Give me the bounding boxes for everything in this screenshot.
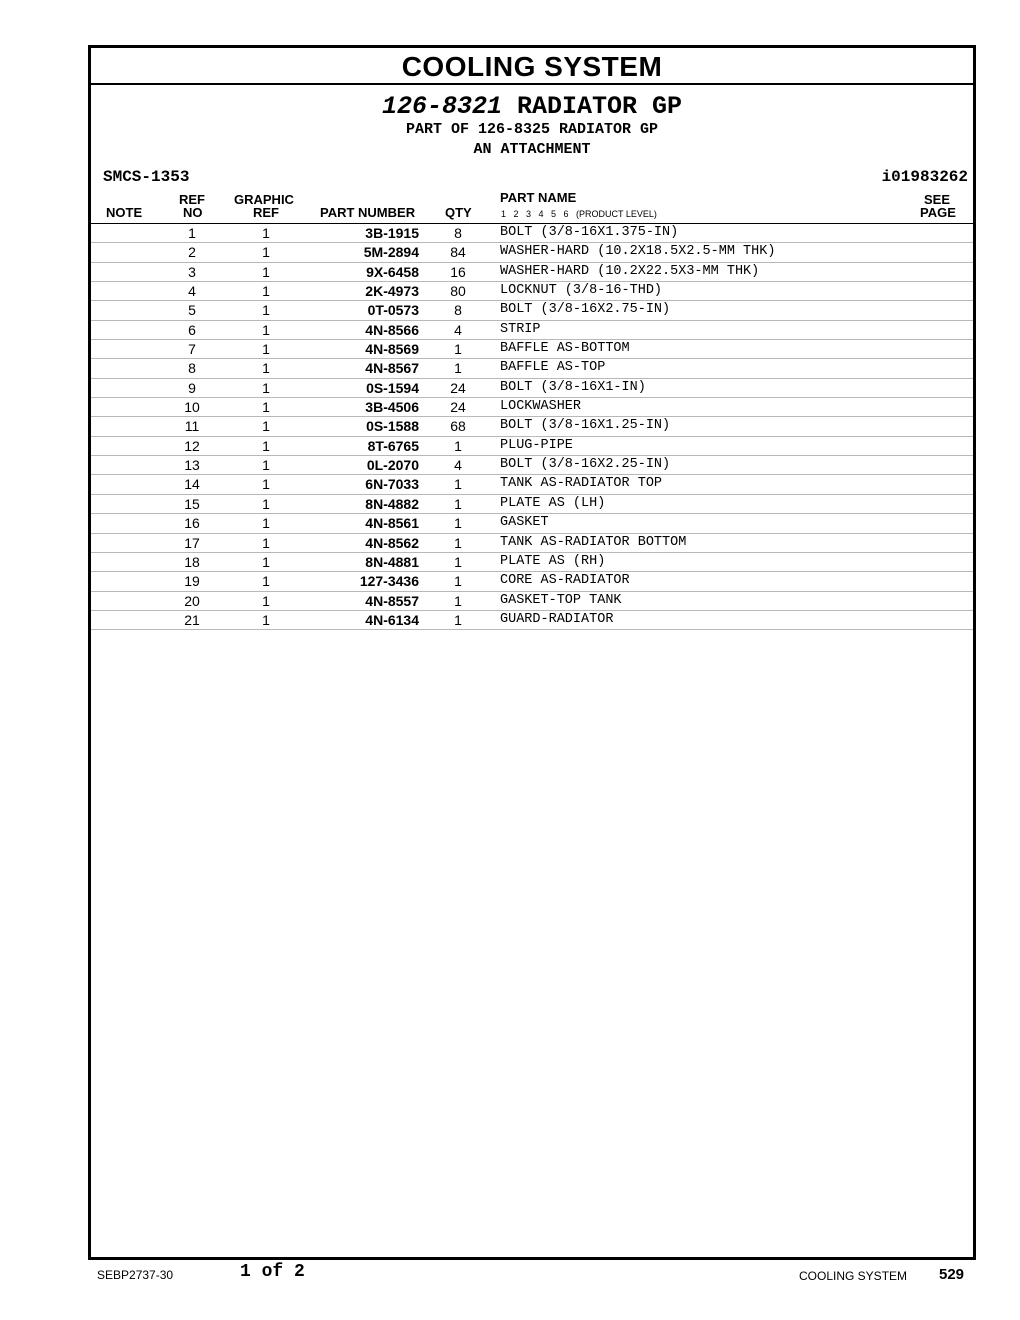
table-row [91,379,973,398]
cell-part-name: TANK AS-RADIATOR BOTTOM [500,534,687,550]
cell-graphic-ref: 1 [262,534,270,551]
cell-ref-no: 4 [188,283,196,300]
cell-qty: 1 [454,437,462,454]
col-ref-bottom: NO [183,205,203,220]
table-row [91,243,973,262]
cell-ref-no: 21 [184,611,200,628]
cell-qty: 1 [454,476,462,493]
table-row [91,398,973,417]
cell-graphic-ref: 1 [262,457,270,474]
cell-part-name: LOCKNUT (3/8-16-THD) [500,283,663,299]
cell-part-number: 4N-8566 [365,321,419,338]
cell-part-name: STRIP [500,321,541,337]
table-row [91,321,973,340]
cell-graphic-ref: 1 [262,437,270,454]
table-row [91,475,973,494]
cell-ref-no: 7 [188,341,196,358]
cell-qty: 1 [454,495,462,512]
cell-qty: 1 [454,341,462,358]
col-see-top: SEE [924,192,951,207]
cell-part-number: 8N-4881 [365,553,419,570]
cell-graphic-ref: 1 [262,573,270,590]
cell-graphic-ref: 1 [262,611,270,628]
group-header [91,85,973,186]
cell-ref-no: 2 [188,244,196,261]
cell-qty: 68 [450,418,466,435]
table-row [91,611,973,630]
col-qty: QTY [445,205,472,220]
col-graphic-bottom: REF [253,205,279,220]
cell-part-number: 8N-4882 [365,495,419,512]
cell-part-number: 6N-7033 [365,476,419,493]
cell-ref-no: 13 [184,457,200,474]
cell-part-number: 3B-1915 [365,225,419,241]
cell-qty: 8 [454,225,462,241]
cell-qty: 80 [450,283,466,300]
cell-part-name: PLATE AS (LH) [500,495,606,511]
section-title: COOLING SYSTEM [91,48,973,85]
group-title [91,92,973,122]
cell-part-number: 4N-6134 [365,611,419,628]
table-row [91,514,973,533]
cell-part-number: 2K-4973 [365,283,419,300]
cell-ref-no: 9 [188,379,196,396]
cell-part-number: 4N-8562 [365,534,419,551]
cell-ref-no: 15 [184,495,200,512]
table-row [91,282,973,301]
cell-graphic-ref: 1 [262,515,270,532]
cell-graphic-ref: 1 [262,244,270,261]
cell-part-number: 0T-0573 [367,302,419,319]
cell-part-name: CORE AS-RADIATOR [500,573,630,589]
cell-part-number: 127-3436 [359,573,419,590]
cell-qty: 4 [454,321,462,338]
cell-graphic-ref: 1 [262,399,270,416]
cell-part-name: GASKET-TOP TANK [500,592,622,608]
cell-part-number: 4N-8569 [365,341,419,358]
cell-part-number: 8T-6765 [367,437,419,454]
cell-ref-no: 19 [184,573,200,590]
cell-graphic-ref: 1 [262,360,270,377]
cell-part-number: 9X-6458 [366,263,419,280]
table-row [91,553,973,572]
cell-graphic-ref: 1 [262,263,270,280]
table-row [91,224,973,243]
table-row [91,437,973,456]
cell-ref-no: 10 [184,399,200,416]
cell-part-name: BOLT (3/8-16X1.25-IN) [500,418,671,434]
cell-part-name: GUARD-RADIATOR [500,611,614,627]
cell-part-name: BOLT (3/8-16X1-IN) [500,379,646,395]
cell-part-name: BOLT (3/8-16X1.375-IN) [500,225,679,240]
cell-part-number: 0S-1588 [366,418,419,435]
group-name: RADIATOR GP [517,92,683,121]
cell-ref-no: 18 [184,553,200,570]
col-graphic-top: GRAPHIC [234,192,294,207]
col-part-name: PART NAME [500,190,577,205]
cell-ref-no: 17 [184,534,200,551]
cell-graphic-ref: 1 [262,341,270,358]
cell-graphic-ref: 1 [262,379,270,396]
cell-graphic-ref: 1 [262,302,270,319]
cell-part-name: BOLT (3/8-16X2.25-IN) [500,457,671,473]
page-footer [0,1262,1020,1292]
cell-qty: 4 [454,457,462,474]
cell-part-name: BAFFLE AS-BOTTOM [500,341,630,357]
cell-ref-no: 14 [184,476,200,493]
cell-ref-no: 11 [184,418,200,435]
cell-graphic-ref: 1 [262,476,270,493]
table-row [91,534,973,553]
table-row [91,592,973,611]
table-row [91,340,973,359]
cell-qty: 1 [454,592,462,609]
cell-qty: 84 [450,244,466,261]
table-row [91,359,973,378]
illustration-id: i01983262 [881,168,968,186]
footer-section: COOLING SYSTEM [799,1269,908,1283]
table-row [91,301,973,320]
cell-ref-no: 3 [188,263,196,280]
table-row [91,495,973,514]
col-ref-top: REF [179,192,205,207]
cell-part-name: GASKET [500,515,549,531]
part-of-line: PART OF 126-8325 RADIATOR GP [405,121,659,138]
cell-graphic-ref: 1 [262,283,270,300]
cell-qty: 1 [454,534,462,551]
col-product-levels: 1 2 3 4 5 6 (PRODUCT LEVEL) [501,209,657,219]
attachment-line: AN ATTACHMENT [473,141,591,158]
cell-ref-no: 8 [188,360,196,377]
cell-qty: 24 [450,399,466,416]
cell-part-name: PLATE AS (RH) [500,553,606,569]
cell-part-name: TANK AS-RADIATOR TOP [500,476,663,492]
cell-part-name: PLUG-PIPE [500,437,573,453]
table-row [91,263,973,282]
parts-page-frame [88,45,976,1260]
cell-graphic-ref: 1 [262,225,270,241]
cell-graphic-ref: 1 [262,592,270,609]
cell-graphic-ref: 1 [262,553,270,570]
cell-ref-no: 5 [188,302,196,319]
cell-part-number: 4N-8561 [365,515,419,532]
cell-part-number: 3B-4506 [365,399,419,416]
cell-qty: 1 [454,515,462,532]
cell-graphic-ref: 1 [262,495,270,512]
table-row [91,417,973,436]
cell-qty: 24 [450,379,466,396]
cell-qty: 8 [454,302,462,319]
group-number: 126-8321 [381,92,502,121]
cell-ref-no: 20 [184,592,200,609]
cell-graphic-ref: 1 [262,321,270,338]
cell-part-number: 4N-8567 [365,360,419,377]
cell-ref-no: 12 [184,437,200,454]
cell-part-number: 5M-2894 [363,244,419,261]
footer-page-number: 529 [939,1266,965,1283]
cell-part-number: 0S-1594 [366,379,419,396]
cell-qty: 16 [450,263,466,280]
parts-list [91,224,973,630]
cell-part-number: 4N-8557 [365,592,419,609]
cell-qty: 1 [454,553,462,570]
cell-ref-no: 1 [188,225,196,241]
cell-part-name: WASHER-HARD (10.2X22.5X3-MM THK) [500,263,760,279]
cell-part-name: LOCKWASHER [500,399,582,415]
cell-part-name: BOLT (3/8-16X2.75-IN) [500,302,671,318]
footer-page-of: 1 of 2 [240,1262,305,1282]
cell-qty: 1 [454,360,462,377]
cell-ref-no: 6 [188,321,196,338]
table-row [91,456,973,475]
smcs-code: SMCS-1353 [103,168,190,186]
col-note: NOTE [106,205,143,220]
column-header [91,177,973,224]
cell-part-number: 0L-2070 [366,457,419,474]
cell-ref-no: 16 [184,515,200,532]
cell-part-name: BAFFLE AS-TOP [500,360,606,376]
cell-qty: 1 [454,573,462,590]
cell-graphic-ref: 1 [262,418,270,435]
cell-part-name: WASHER-HARD (10.2X18.5X2.5-MM THK) [500,244,776,260]
cell-qty: 1 [454,611,462,628]
table-row [91,572,973,591]
footer-doc-number: SEBP2737-30 [97,1268,174,1282]
col-part-number: PART NUMBER [320,205,416,220]
col-see-bottom: PAGE [920,205,956,220]
